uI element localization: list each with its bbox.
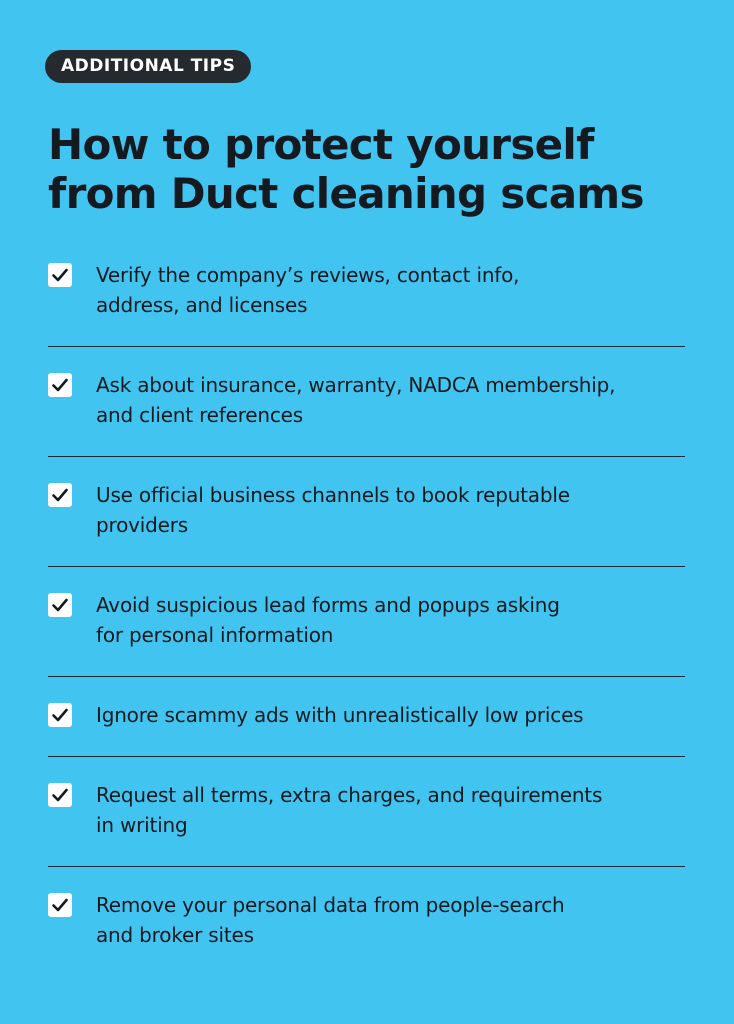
title-line-2: from Duct cleaning scams <box>48 169 644 218</box>
check-icon <box>48 373 72 397</box>
tip-text-line: Ignore scammy ads with unrealistically low prices <box>96 703 584 727</box>
tip-text-line: Request all terms, extra charges, and requirements <box>96 783 603 807</box>
tip-item <box>48 757 685 867</box>
tip-text-line: Use official business channels to book reputable <box>96 483 570 507</box>
check-icon <box>48 593 72 617</box>
check-icon <box>48 483 72 507</box>
check-icon <box>48 893 72 917</box>
tip-text-line: Ask about insurance, warranty, NADCA membership, <box>96 373 616 397</box>
tip-text-line: and client references <box>96 403 303 427</box>
tip-item <box>48 567 685 677</box>
tip-text-line: in writing <box>96 813 188 837</box>
tips-list <box>48 237 685 977</box>
check-icon <box>48 703 72 727</box>
tip-text-line: and broker sites <box>96 923 254 947</box>
tip-text-line: Avoid suspicious lead forms and popups asking <box>96 593 560 617</box>
tip-item <box>48 867 685 977</box>
tip-text-line: providers <box>96 513 188 537</box>
tip-item <box>48 677 685 757</box>
title-line-1: How to protect yourself <box>48 120 594 169</box>
tip-item <box>48 237 685 347</box>
tip-text-line: Verify the company’s reviews, contact info, <box>96 263 520 287</box>
page-title <box>48 120 708 218</box>
tip-item <box>48 457 685 567</box>
tip-item <box>48 347 685 457</box>
tip-text-line: address, and licenses <box>96 293 308 317</box>
tip-text-line: for personal information <box>96 623 334 647</box>
tip-text-line: Remove your personal data from people-search <box>96 893 565 917</box>
section-tag: ADDITIONAL TIPS <box>45 50 251 83</box>
check-icon <box>48 263 72 287</box>
check-icon <box>48 783 72 807</box>
